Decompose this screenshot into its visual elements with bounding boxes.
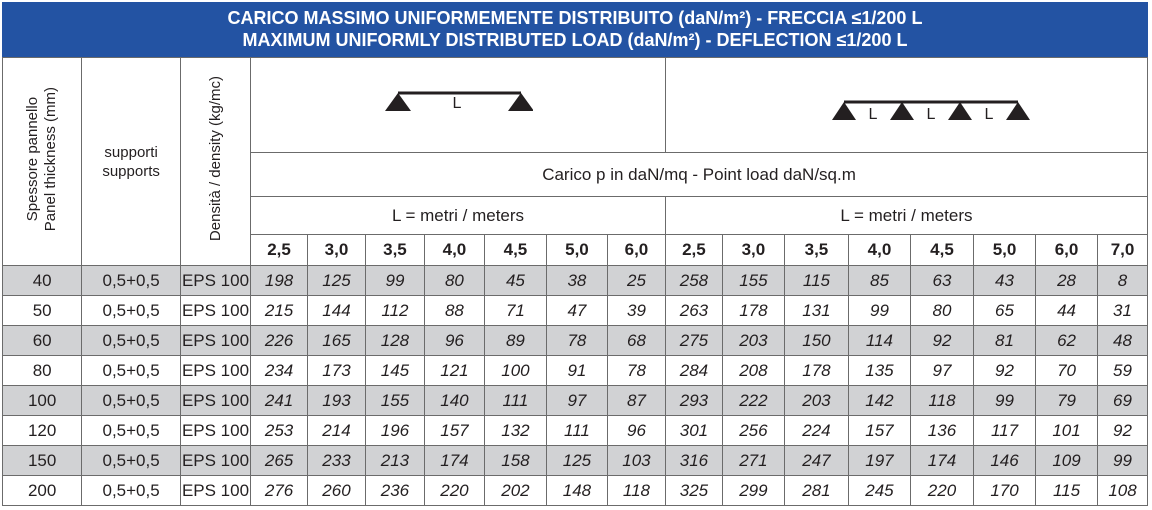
load-value-multi-span: 109 [1036,446,1098,476]
load-value-multi-span: 115 [1036,476,1098,506]
load-value-multi-span: 28 [1036,266,1098,296]
meters-header-left: L = metri / meters [251,197,666,235]
span-header-left: 5,0 [546,235,607,266]
span-header-left: 4,0 [424,235,484,266]
density-cell: EPS 100 [180,476,250,506]
thickness-cell: 40 [3,266,82,296]
load-value-multi-span: 245 [848,476,910,506]
span-header-left: 3,0 [308,235,366,266]
load-value-multi-span: 301 [665,416,722,446]
supports-cell: 0,5+0,5 [82,296,181,326]
density-cell: EPS 100 [180,266,250,296]
load-value-multi-span: 256 [722,416,784,446]
load-value-multi-span: 325 [665,476,722,506]
load-value-single-span: 144 [308,296,366,326]
span-header-right: 2,5 [665,235,722,266]
load-value-single-span: 165 [308,326,366,356]
table-row [3,416,1148,446]
load-value-single-span: 125 [546,446,607,476]
load-value-single-span: 45 [484,266,546,296]
load-value-multi-span: 222 [722,386,784,416]
load-value-single-span: 193 [308,386,366,416]
supports-header-it: supporti [104,143,158,161]
table-row [3,356,1148,386]
supports-header [82,58,181,266]
load-value-single-span: 96 [424,326,484,356]
load-value-single-span: 265 [251,446,308,476]
table-row [3,266,1148,296]
load-value-single-span: 121 [424,356,484,386]
load-value-multi-span: 114 [848,326,910,356]
load-value-multi-span: 31 [1098,296,1148,326]
load-value-multi-span: 203 [722,326,784,356]
load-value-multi-span: 174 [910,446,973,476]
load-value-single-span: 47 [546,296,607,326]
span-header-right: 4,0 [848,235,910,266]
load-value-multi-span: 155 [722,266,784,296]
load-value-multi-span: 142 [848,386,910,416]
load-value-single-span: 25 [607,266,665,296]
load-value-single-span: 80 [424,266,484,296]
density-cell: EPS 100 [180,416,250,446]
span-header-right: 3,0 [722,235,784,266]
span-header-left: 3,5 [365,235,424,266]
load-value-single-span: 132 [484,416,546,446]
load-value-multi-span: 284 [665,356,722,386]
supports-cell: 0,5+0,5 [82,446,181,476]
span-header-right: 3,5 [784,235,848,266]
table-row [3,386,1148,416]
load-value-single-span: 111 [484,386,546,416]
load-value-multi-span: 170 [974,476,1036,506]
svg-text:L: L [926,106,936,122]
load-value-single-span: 174 [424,446,484,476]
load-value-single-span: 68 [607,326,665,356]
load-value-multi-span: 62 [1036,326,1098,356]
load-value-multi-span: 263 [665,296,722,326]
thickness-header [3,58,82,266]
load-table [2,57,1148,506]
supports-cell: 0,5+0,5 [82,356,181,386]
load-value-multi-span: 208 [722,356,784,386]
load-value-single-span: 96 [607,416,665,446]
table-row [3,326,1148,356]
load-value-multi-span: 157 [848,416,910,446]
table-title-banner [2,2,1148,57]
load-value-multi-span: 92 [974,356,1036,386]
load-value-single-span: 173 [308,356,366,386]
load-value-multi-span: 70 [1036,356,1098,386]
load-value-multi-span: 197 [848,446,910,476]
load-value-multi-span: 99 [974,386,1036,416]
load-value-single-span: 125 [308,266,366,296]
supports-cell: 0,5+0,5 [82,266,181,296]
load-value-multi-span: 69 [1098,386,1148,416]
load-value-multi-span: 92 [910,326,973,356]
density-cell: EPS 100 [180,386,250,416]
load-value-multi-span: 220 [910,476,973,506]
load-value-multi-span: 81 [974,326,1036,356]
load-value-single-span: 89 [484,326,546,356]
load-value-single-span: 140 [424,386,484,416]
density-header-label: Densità / density (kg/mc) [206,76,224,242]
load-value-multi-span: 63 [910,266,973,296]
load-value-multi-span: 101 [1036,416,1098,446]
thickness-cell: 200 [3,476,82,506]
load-value-single-span: 38 [546,266,607,296]
load-value-multi-span: 97 [910,356,973,386]
load-value-single-span: 220 [424,476,484,506]
load-value-multi-span: 146 [974,446,1036,476]
load-value-single-span: 100 [484,356,546,386]
load-value-multi-span: 99 [1098,446,1148,476]
load-value-single-span: 213 [365,446,424,476]
load-value-single-span: 118 [607,476,665,506]
load-value-multi-span: 92 [1098,416,1148,446]
load-value-single-span: 78 [607,356,665,386]
point-load-header: Carico p in daN/mq - Point load daN/sq.m [251,153,1148,197]
meters-header-right: L = metri / meters [665,197,1147,235]
thickness-cell: 60 [3,326,82,356]
load-value-single-span: 214 [308,416,366,446]
load-value-multi-span: 178 [784,356,848,386]
load-value-single-span: 145 [365,356,424,386]
span-header-right: 4,5 [910,235,973,266]
load-value-single-span: 99 [365,266,424,296]
load-value-multi-span: 131 [784,296,848,326]
span-header-right: 5,0 [974,235,1036,266]
load-value-multi-span: 8 [1098,266,1148,296]
load-value-single-span: 39 [607,296,665,326]
load-value-multi-span: 150 [784,326,848,356]
table-row [3,446,1148,476]
title-english: MAXIMUM UNIFORMLY DISTRIBUTED LOAD (daN/m²) - DEFLECTION ≤1/200 L [242,30,908,50]
multi-span-diagram-cell [665,58,1147,153]
span-header-right: 6,0 [1036,235,1098,266]
load-value-single-span: 97 [546,386,607,416]
load-value-single-span: 155 [365,386,424,416]
table-row [3,476,1148,506]
load-value-multi-span: 299 [722,476,784,506]
density-cell: EPS 100 [180,446,250,476]
density-header [180,58,250,266]
span-header-left: 4,5 [484,235,546,266]
load-value-single-span: 234 [251,356,308,386]
load-value-multi-span: 79 [1036,386,1098,416]
density-cell: EPS 100 [180,296,250,326]
span-header-left: 2,5 [251,235,308,266]
single-span-beam-icon [383,88,533,122]
load-value-single-span: 88 [424,296,484,326]
thickness-cell: 50 [3,296,82,326]
load-value-single-span: 91 [546,356,607,386]
load-value-multi-span: 108 [1098,476,1148,506]
load-value-single-span: 233 [308,446,366,476]
load-value-multi-span: 224 [784,416,848,446]
svg-text:L: L [868,106,878,122]
load-value-single-span: 71 [484,296,546,326]
load-value-single-span: 196 [365,416,424,446]
load-value-multi-span: 281 [784,476,848,506]
table-row [3,296,1148,326]
thickness-cell: 120 [3,416,82,446]
load-value-multi-span: 247 [784,446,848,476]
load-value-multi-span: 115 [784,266,848,296]
load-value-single-span: 202 [484,476,546,506]
load-value-single-span: 158 [484,446,546,476]
thickness-header-label: Spessore pannello Panel thickness (mm) [24,86,60,232]
load-value-multi-span: 136 [910,416,973,446]
load-value-multi-span: 275 [665,326,722,356]
thickness-cell: 80 [3,356,82,386]
load-value-multi-span: 43 [974,266,1036,296]
load-value-single-span: 236 [365,476,424,506]
load-value-multi-span: 48 [1098,326,1148,356]
load-value-multi-span: 118 [910,386,973,416]
load-value-single-span: 87 [607,386,665,416]
load-value-multi-span: 203 [784,386,848,416]
multi-span-beam-icon [830,88,1032,122]
load-value-multi-span: 80 [910,296,973,326]
load-value-multi-span: 59 [1098,356,1148,386]
load-value-multi-span: 135 [848,356,910,386]
supports-cell: 0,5+0,5 [82,476,181,506]
load-value-multi-span: 293 [665,386,722,416]
load-value-single-span: 215 [251,296,308,326]
span-header-left: 6,0 [607,235,665,266]
load-value-single-span: 276 [251,476,308,506]
svg-text:L: L [452,95,462,112]
load-value-multi-span: 258 [665,266,722,296]
supports-cell: 0,5+0,5 [82,326,181,356]
thickness-cell: 150 [3,446,82,476]
supports-header-en: supports [102,162,160,180]
load-value-multi-span: 99 [848,296,910,326]
load-value-multi-span: 44 [1036,296,1098,326]
thickness-cell: 100 [3,386,82,416]
load-value-single-span: 103 [607,446,665,476]
load-value-multi-span: 271 [722,446,784,476]
supports-cell: 0,5+0,5 [82,416,181,446]
span-header-right: 7,0 [1098,235,1148,266]
load-value-single-span: 112 [365,296,424,326]
supports-cell: 0,5+0,5 [82,386,181,416]
density-cell: EPS 100 [180,356,250,386]
load-value-single-span: 128 [365,326,424,356]
load-value-multi-span: 117 [974,416,1036,446]
load-value-single-span: 253 [251,416,308,446]
load-value-single-span: 78 [546,326,607,356]
load-value-single-span: 198 [251,266,308,296]
load-value-multi-span: 85 [848,266,910,296]
load-value-single-span: 260 [308,476,366,506]
single-span-diagram-cell [251,58,666,153]
density-cell: EPS 100 [180,326,250,356]
load-value-single-span: 111 [546,416,607,446]
load-value-single-span: 241 [251,386,308,416]
load-value-multi-span: 316 [665,446,722,476]
load-value-multi-span: 65 [974,296,1036,326]
svg-text:L: L [984,106,994,122]
load-value-single-span: 157 [424,416,484,446]
load-value-single-span: 148 [546,476,607,506]
load-value-multi-span: 178 [722,296,784,326]
load-value-single-span: 226 [251,326,308,356]
title-italian: CARICO MASSIMO UNIFORMEMENTE DISTRIBUITO (daN/m²) - FRECCIA ≤1/200 L [227,8,923,28]
